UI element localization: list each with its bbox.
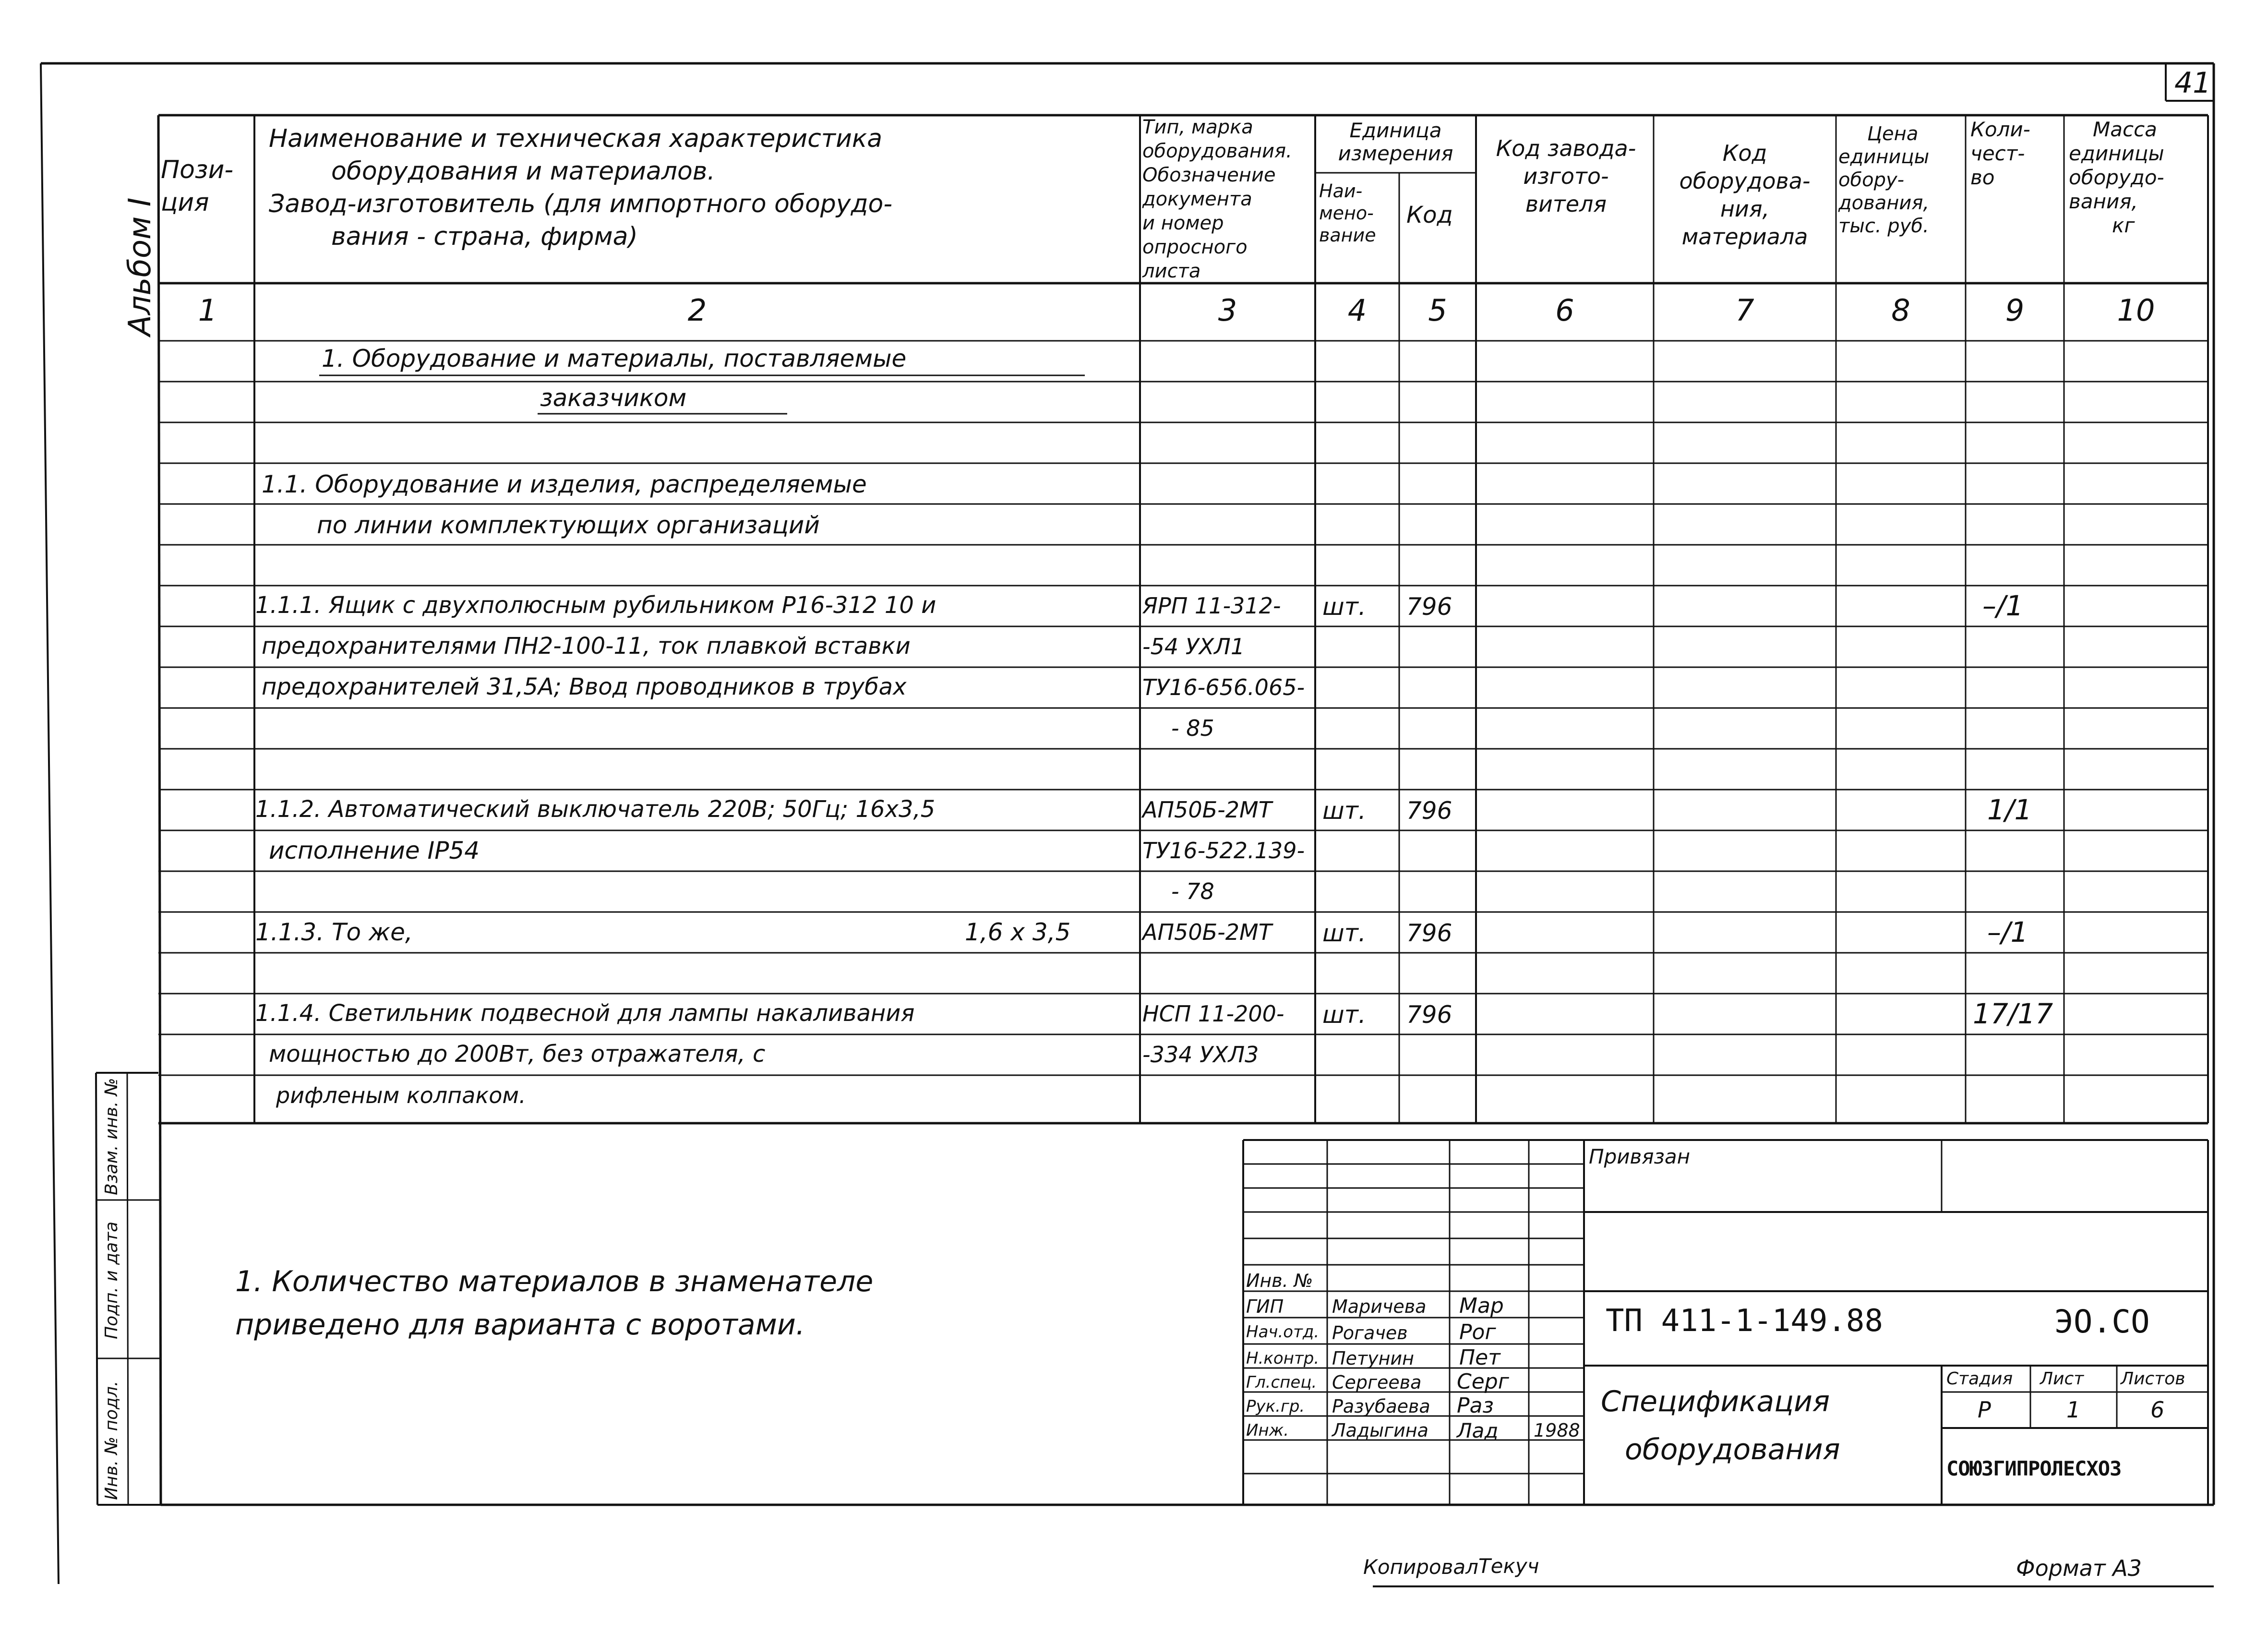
- header-equipment-code-l2: оборудова-: [1679, 168, 1811, 194]
- section-1-title-l2: заказчиком: [540, 384, 687, 412]
- item-3-qty: –/1: [1987, 916, 2028, 948]
- item-1-code: 796: [1406, 593, 1452, 621]
- header-type-l1: Тип, марка: [1142, 116, 1253, 138]
- item-2-type-l3: - 78: [1171, 878, 1214, 904]
- item-4-qty: 17/17: [1973, 997, 2053, 1030]
- header-factory-code: [1481, 134, 1651, 218]
- item-2-unit: шт.: [1322, 797, 1366, 825]
- col-number-8: 8: [1891, 293, 1910, 328]
- header-mass-l1: Масса: [2093, 118, 2157, 141]
- header-equipment-code-l1: Код: [1722, 140, 1767, 166]
- header-unit-name-l3: вание: [1319, 225, 1376, 246]
- item-1-name-l2: предохранителями ПН2-100-11, ток плавкой вставки: [262, 633, 911, 660]
- item-4-name-l1: 1.1.4. Светильник подвесной для лампы накаливания: [255, 1000, 915, 1027]
- header-equipment-code: [1656, 139, 1834, 251]
- signer-1-sign: Мар: [1459, 1294, 1504, 1318]
- header-type-l7: листа: [1142, 260, 1201, 282]
- tb-sheet-label: Лист: [2040, 1369, 2084, 1389]
- header-type-l3: Обозначение: [1142, 164, 1276, 186]
- header-mass-l2: единицы: [2069, 142, 2164, 165]
- item-4-name-l2: мощностью до 200Вт, без отражателя, с: [269, 1041, 766, 1068]
- item-2-name-l2: исполнение IР54: [269, 837, 480, 864]
- item-1-type-l2: -54 УХЛ1: [1142, 634, 1245, 660]
- header-factory-code-l3: вителя: [1525, 191, 1607, 217]
- stamp-vzam-inv: Взам. инв. №: [102, 1078, 121, 1195]
- item-2-type-l1: АП50Б-2МТ: [1142, 797, 1272, 823]
- signer-5-sign: Раз: [1457, 1393, 1494, 1418]
- col-number-6: 6: [1555, 293, 1574, 328]
- tb-title-l2: оборудования: [1625, 1433, 1840, 1466]
- col-number-2: 2: [687, 293, 707, 328]
- signer-1-role: ГИП: [1246, 1296, 1284, 1317]
- section-1-title-l1: 1. Оборудование и материалы, поставляемые: [322, 345, 907, 372]
- tb-year: 1988: [1534, 1420, 1580, 1441]
- signer-6-role: Инж.: [1246, 1421, 1289, 1440]
- header-quantity-l2: чест-: [1970, 142, 2025, 165]
- header-type-l2: оборудования.: [1142, 140, 1292, 162]
- item-2-qty: 1/1: [1987, 793, 2032, 826]
- col-number-10: 10: [2117, 293, 2155, 328]
- header-name-l3: Завод-изготовитель (для импортного оборудо-: [269, 190, 893, 218]
- header-unit-name: [1319, 180, 1376, 246]
- header-unit-name-l2: мено-: [1319, 203, 1374, 224]
- item-1-name-l3: предохранителей 31,5А; Ввод проводников в трубах: [262, 673, 907, 700]
- tb-title-l1: Спецификация: [1601, 1385, 1830, 1418]
- header-price-l1: Цена: [1867, 123, 1919, 145]
- signer-2-role: Нач.отд.: [1246, 1322, 1320, 1342]
- header-type-l6: опросного: [1142, 236, 1248, 258]
- tb-stage: Р: [1978, 1397, 1991, 1423]
- header-name-l2: оборудования и материалов.: [331, 157, 715, 186]
- col-number-5: 5: [1428, 293, 1447, 328]
- header-position: [161, 154, 233, 219]
- item-4-code: 796: [1406, 1001, 1452, 1029]
- header-mass-l4: вания,: [2069, 190, 2138, 213]
- tb-sheet: 1: [2066, 1397, 2081, 1423]
- item-1-type-l1: ЯРП 11-312-: [1142, 593, 1281, 619]
- header-unit-group: Единица измерения: [1338, 119, 1453, 165]
- header-type-l4: документа: [1142, 188, 1252, 210]
- signer-3-role: Н.контр.: [1246, 1349, 1320, 1368]
- signer-6-sign: Лад: [1457, 1419, 1499, 1442]
- item-4-name-l3: рифленым колпаком.: [276, 1082, 526, 1108]
- header-equipment-code-l4: материала: [1681, 224, 1808, 250]
- stamp-inv-podl: Инв. № подл.: [102, 1380, 121, 1500]
- stamp-podp-data: Подп. и дата: [102, 1221, 121, 1339]
- header-name: [269, 122, 892, 253]
- col-number-3: 3: [1218, 293, 1237, 328]
- item-1-unit: шт.: [1322, 593, 1366, 621]
- item-3-unit: шт.: [1322, 919, 1366, 947]
- header-unit-name-l1: Наи-: [1319, 180, 1363, 202]
- header-quantity: [1970, 118, 2030, 190]
- header-mass-l5: кг: [2112, 214, 2135, 237]
- footer-format: Формат А3: [2016, 1555, 2142, 1581]
- header-type: [1142, 115, 1292, 283]
- header-price: [1838, 122, 1929, 238]
- signer-2-name: Рогачев: [1332, 1322, 1408, 1344]
- item-2-type-l2: ТУ16-522.139-: [1142, 838, 1305, 864]
- signer-6-name: Ладыгина: [1332, 1420, 1428, 1441]
- signer-1-name: Маричева: [1332, 1296, 1427, 1317]
- tb-inv-no: Инв. №: [1246, 1270, 1313, 1291]
- col-number-9: 9: [2005, 293, 2025, 328]
- item-4-type-l2: -334 УХЛ3: [1142, 1042, 1259, 1068]
- sheet-number: 41: [2174, 66, 2211, 100]
- item-4-unit: шт.: [1322, 1001, 1366, 1029]
- header-price-l3: обору-: [1838, 169, 1905, 191]
- header-unit-code: Код: [1406, 202, 1453, 228]
- note-l1: 1. Количество материалов в знаменателе: [235, 1265, 874, 1298]
- signer-5-name: Разубаева: [1332, 1396, 1430, 1417]
- item-1-type-l4: - 85: [1171, 715, 1214, 741]
- item-2-name-l1: 1.1.2. Автоматический выключатель 220В; 50Гц; 16х3,5: [255, 796, 936, 823]
- signer-4-role: Гл.спец.: [1246, 1373, 1317, 1392]
- col-number-1: 1: [198, 293, 217, 328]
- header-mass-l3: оборудо-: [2069, 166, 2164, 189]
- note-l2: приведено для варианта с воротами.: [235, 1308, 805, 1342]
- tb-doc-code: ТП 411-1-149.88: [1606, 1303, 1883, 1339]
- section-1-1-title-l2: по линии комплектующих организаций: [317, 511, 820, 539]
- header-position-l2: ция: [161, 188, 209, 217]
- header-price-l4: дования,: [1838, 192, 1930, 214]
- col-number-7: 7: [1735, 293, 1754, 328]
- tb-stage-label: Стадия: [1946, 1369, 2013, 1389]
- header-quantity-l3: во: [1970, 166, 1995, 189]
- col-number-4: 4: [1347, 293, 1367, 328]
- footer-copied: Копировал: [1363, 1555, 1478, 1579]
- signer-4-name: Сергеева: [1332, 1372, 1422, 1393]
- signer-5-role: Рук.гр.: [1246, 1397, 1305, 1416]
- signer-3-sign: Пет: [1459, 1345, 1500, 1370]
- signer-4-sign: Серг: [1457, 1369, 1509, 1394]
- item-3-code: 796: [1406, 919, 1452, 947]
- header-factory-code-l1: Код завода-: [1496, 135, 1636, 161]
- item-1-type-l3: ТУ16-656.065-: [1142, 674, 1305, 700]
- tb-privyazan: Привязан: [1589, 1145, 1691, 1168]
- header-price-l2: единицы: [1838, 146, 1930, 168]
- header-factory-code-l2: изгото-: [1523, 163, 1609, 189]
- header-name-l4: вания - страна, фирма): [331, 222, 638, 251]
- tb-sheets-label: Листов: [2121, 1369, 2185, 1389]
- item-1-name-l1: 1.1.1. Ящик с двухполюсным рубильником Р16-312 10 и: [255, 592, 936, 619]
- header-mass: [2069, 118, 2206, 238]
- item-1-qty: –/1: [1982, 589, 2024, 622]
- item-3-param: 1,6 х 3,5: [965, 918, 1071, 946]
- tb-organization: СОЮЗГИПРОЛЕСХОЗ: [1946, 1457, 2122, 1480]
- tb-doc-mark: ЭО.СО: [2054, 1303, 2150, 1340]
- item-3-type: АП50Б-2МТ: [1142, 919, 1272, 945]
- header-name-l1: Наименование и техническая характеристика: [269, 124, 883, 153]
- header-equipment-code-l3: ния,: [1720, 196, 1770, 222]
- signer-2-sign: Рог: [1459, 1320, 1496, 1344]
- album-label: Альбом I: [122, 197, 158, 336]
- item-3-name: 1.1.3. То же,: [255, 918, 413, 946]
- signer-3-name: Петунин: [1332, 1348, 1414, 1369]
- section-1-1-title-l1: 1.1. Оборудование и изделия, распределяемые: [262, 470, 867, 498]
- tb-sheets: 6: [2150, 1397, 2165, 1423]
- header-quantity-l1: Коли-: [1970, 118, 2030, 141]
- header-type-l5: и номер: [1142, 212, 1224, 234]
- footer-copied-sign: Текуч: [1478, 1554, 1539, 1578]
- header-position-l1: Пози-: [161, 156, 234, 184]
- item-2-code: 796: [1406, 797, 1452, 825]
- header-price-l5: тыс. руб.: [1838, 215, 1929, 237]
- item-4-type-l1: НСП 11-200-: [1142, 1001, 1284, 1027]
